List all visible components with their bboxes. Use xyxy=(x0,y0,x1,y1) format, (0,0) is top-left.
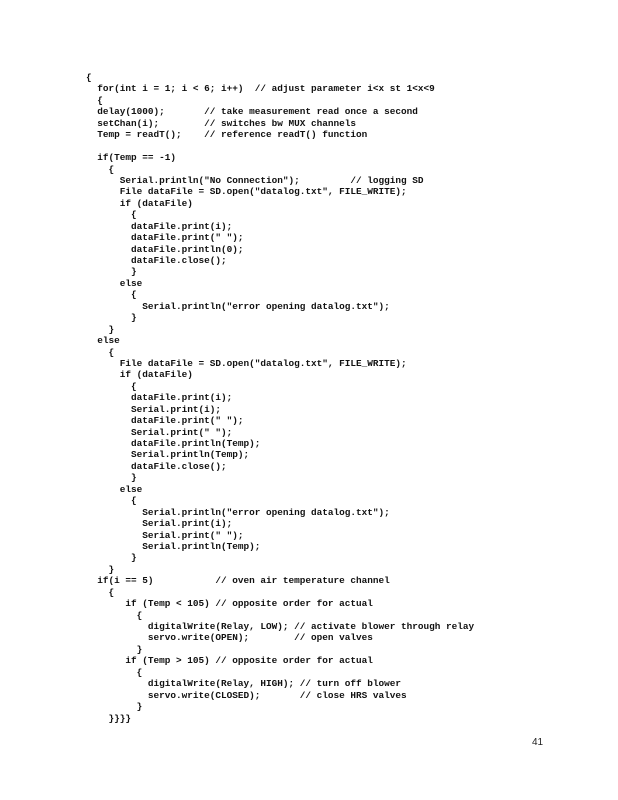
code-line: digitalWrite(Relay, LOW); // activate blower through relay xyxy=(86,621,475,632)
code-line: if (Temp < 105) // opposite order for actual xyxy=(86,598,373,610)
code-line: for(int i = 1; i < 6; i++) // adjust parameter i<x st 1<x<9 xyxy=(86,83,435,95)
code-line: else xyxy=(86,277,143,289)
code-line: } xyxy=(86,701,143,713)
code-line: File dataFile = SD.open("datalog.txt", FILE_WRITE); xyxy=(86,357,407,369)
code-line: } xyxy=(86,472,137,484)
code-line: dataFile.print(i); xyxy=(86,392,233,404)
code-line: { xyxy=(86,609,143,621)
code-line: Temp = readT(); // reference readT() function xyxy=(86,129,368,141)
code-line: } xyxy=(86,323,115,335)
code-line: Serial.print(i); xyxy=(86,403,222,415)
code-line: File dataFile = SD.open("datalog.txt", FILE_WRITE); xyxy=(86,186,407,198)
code-line: }}}} xyxy=(86,712,132,724)
page-number: 41 xyxy=(532,737,544,748)
code-line: else xyxy=(86,483,143,495)
code-line xyxy=(86,141,474,152)
code-line: { xyxy=(86,495,137,507)
code-line: } xyxy=(86,312,137,324)
code-line: } xyxy=(86,563,115,575)
code-line: Serial.println("No Connection"); // logging SD xyxy=(86,174,424,186)
code-line: Serial.println(Temp); xyxy=(86,449,250,461)
code-line: if (dataFile) xyxy=(86,369,193,381)
code-line: { xyxy=(86,94,103,106)
code-line: { xyxy=(86,289,137,301)
code-line: { xyxy=(86,380,137,392)
code-line: if (Temp > 105) // opposite order for actual xyxy=(86,655,373,667)
code-line: setChan(i); // switches bw MUX channels xyxy=(86,117,357,129)
code-line: dataFile.print(" "); xyxy=(86,415,244,427)
code-line: { xyxy=(86,209,137,221)
code-line: Serial.println("error opening datalog.txt"); xyxy=(86,300,390,312)
code-line: dataFile.println(Temp); xyxy=(86,438,261,449)
code-line: if(Temp == -1) xyxy=(86,152,177,164)
code-line: else xyxy=(86,335,120,347)
code-line: digitalWrite(Relay, HIGH); // turn off blower xyxy=(86,678,402,690)
code-line: { xyxy=(86,586,115,598)
code-line: Serial.print(" "); xyxy=(86,529,244,541)
code-line: delay(1000); // take measurement read once a second xyxy=(86,106,418,118)
code-line: dataFile.println(0); xyxy=(86,243,244,255)
code-line: dataFile.close(); xyxy=(86,255,227,266)
code-line: Serial.print(" "); xyxy=(86,426,233,438)
code-line: dataFile.close(); xyxy=(86,460,227,472)
code-line: Serial.println(Temp); xyxy=(86,540,261,552)
code-line: if(i == 5) // oven air temperature channel xyxy=(86,575,390,587)
code-line: dataFile.print(i); xyxy=(86,220,233,232)
code-line: } xyxy=(86,266,137,278)
code-line: Serial.print(i); xyxy=(86,518,233,530)
code-line: { xyxy=(86,666,143,678)
code-line: Serial.println("error opening datalog.txt"); xyxy=(86,506,390,518)
code-line: } xyxy=(86,552,137,564)
code-listing xyxy=(86,72,474,724)
code-line: { xyxy=(86,163,115,175)
code-line: } xyxy=(86,643,143,655)
code-line: dataFile.print(" "); xyxy=(86,232,244,244)
code-line: servo.write(OPEN); // open valves xyxy=(86,632,373,644)
code-line: { xyxy=(86,72,92,83)
code-line: if (dataFile) xyxy=(86,197,193,209)
code-line: servo.write(CLOSED); // close HRS valves xyxy=(86,689,407,701)
code-line: { xyxy=(86,346,115,358)
